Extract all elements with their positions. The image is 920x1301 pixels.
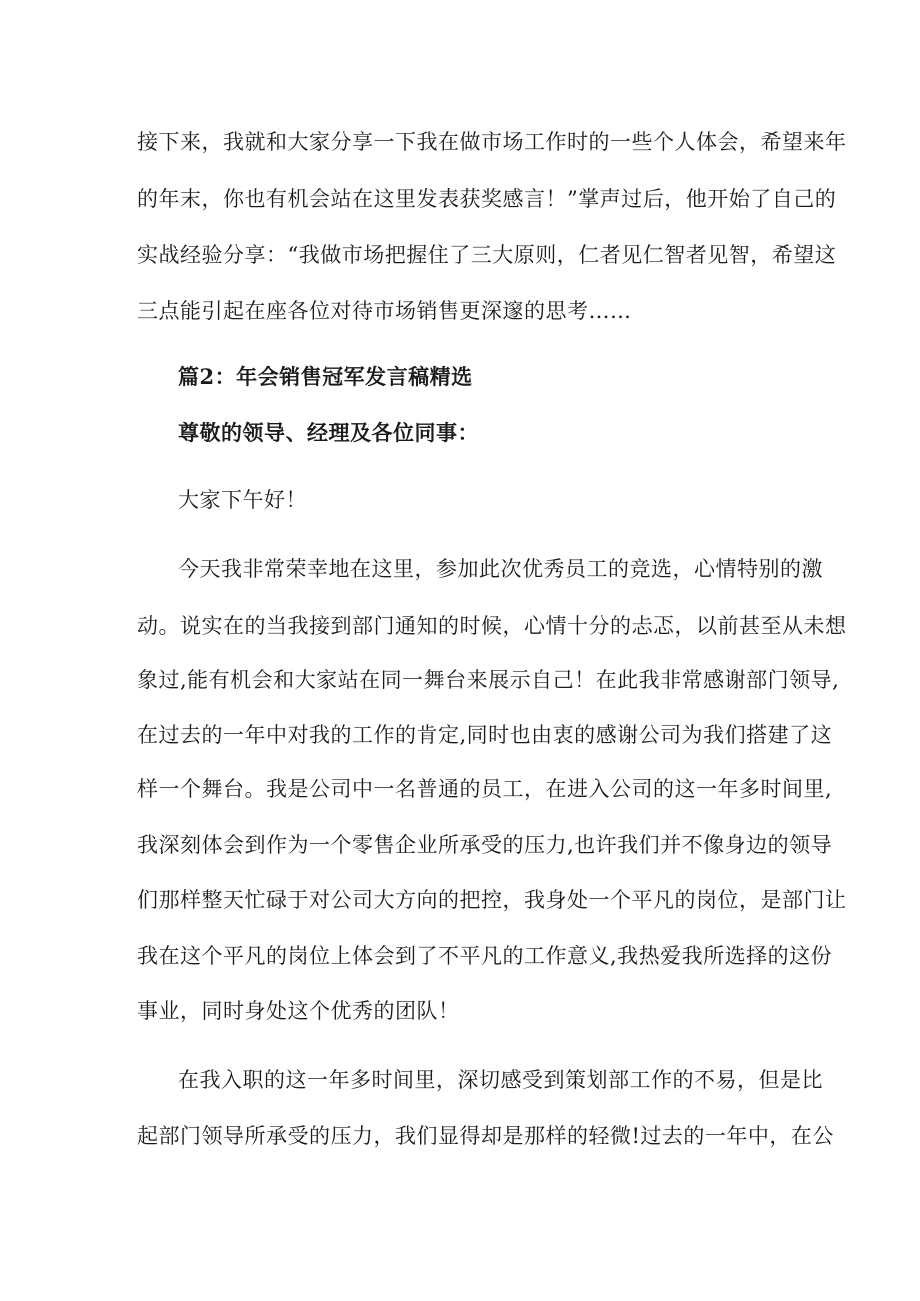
intro-line-3: 实战经验分享：“我做市场把握住了三大原则，仁者见仁智者见智，希望这 xyxy=(137,243,837,267)
intro-line-1: 接下来，我就和大家分享一下我在做市场工作时的一些个人体会，希望来年 xyxy=(137,130,847,154)
main-line-4: 在过去的一年中对我的工作的肯定,同时也由衷的感谢公司为我们搭建了这 xyxy=(137,723,833,747)
last-line-2: 起部门领导所承受的压力，我们显得却是那样的轻微!过去的一年中，在公 xyxy=(137,1124,834,1148)
last-line-1: 在我入职的这一年多时间里，深切感受到策划部工作的不易，但是比 xyxy=(178,1068,823,1092)
main-line-3: 象过,能有机会和大家站在同一舞台来展示自己！在此我非常感谢部门领导, xyxy=(137,668,840,692)
main-line-6: 我深刻体会到作为一个零售企业所承受的压力,也许我们并不像身边的领导 xyxy=(137,833,833,857)
main-line-8: 我在这个平凡的岗位上体会到了不平凡的工作意义,我热爱我所选择的这份 xyxy=(137,944,833,968)
main-line-1: 今天我非常荣幸地在这里，参加此次优秀员工的竞选，心情特别的激 xyxy=(178,557,823,581)
main-line-7: 们那样整天忙碌于对公司大方向的把控，我身处一个平凡的岗位，是部门让 xyxy=(137,888,847,912)
salutation: 尊敬的领导、经理及各位同事： xyxy=(178,420,479,445)
greeting: 大家下午好！ xyxy=(178,488,307,512)
intro-line-4: 三点能引起在座各位对待市场销售更深邃的思考…… xyxy=(137,299,632,323)
main-line-2: 动。说实在的当我接到部门通知的时候，心情十分的忐忑，以前甚至从未想 xyxy=(137,614,847,638)
intro-line-2: 的年末，你也有机会站在这里发表获奖感言！”掌声过后，他开始了自己的 xyxy=(137,187,837,211)
main-line-5: 样一个舞台。我是公司中一名普通的员工，在进入公司的这一年多时间里, xyxy=(137,777,833,801)
main-line-9: 事业，同时身处这个优秀的团队！ xyxy=(137,999,460,1023)
section-title: 篇2：年会销售冠军发言稿精选 xyxy=(178,364,473,389)
